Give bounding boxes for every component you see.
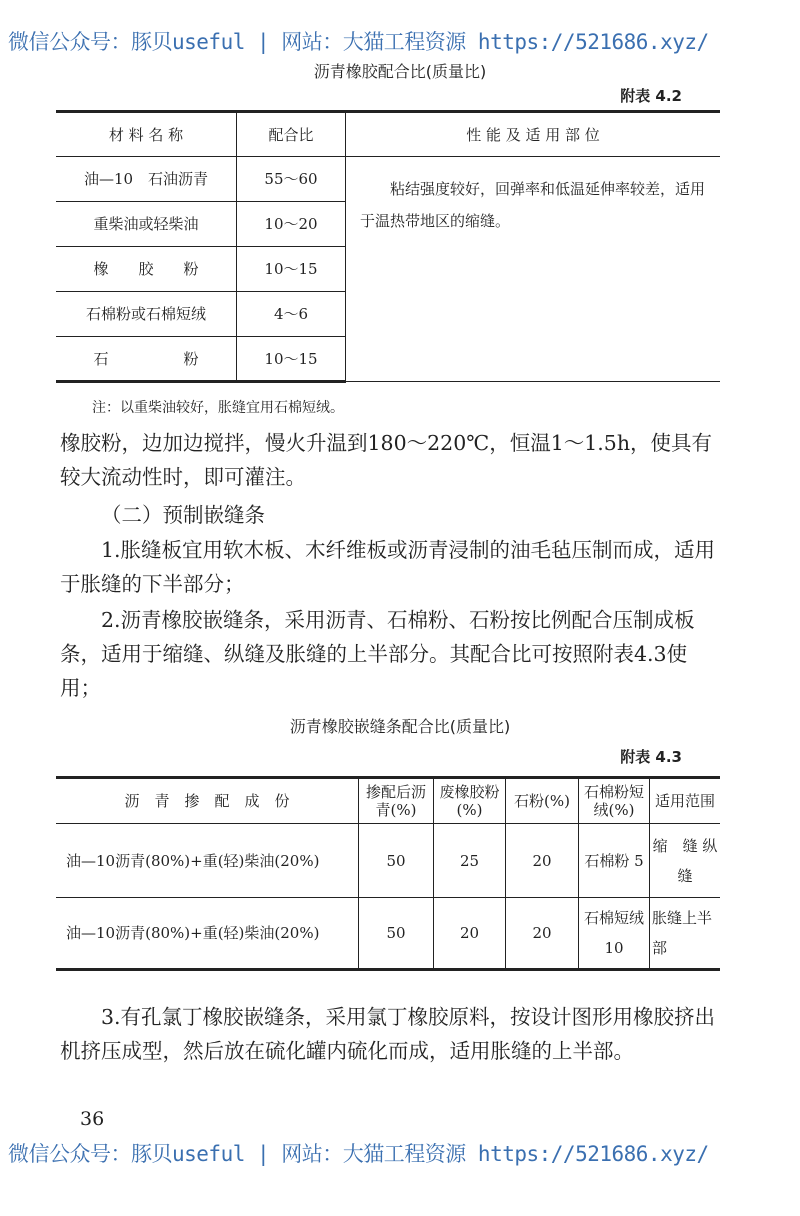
paragraph: 2.沥青橡胶嵌缝条，采用沥青、石棉粉、石粉按比例配合压制成板条，适用于缩缝、纵缝及胀缝的上半部分。其配合比可按照附表4.3使用； [60,608,695,700]
header-cell: 沥 青 掺 配 成 份 [56,778,359,824]
cell: 20 [506,824,579,898]
header-cell: 石棉粉短绒(%) [579,778,650,824]
cell: 25 [434,824,506,898]
cell: 石棉粉 5 [579,824,650,898]
cell: 重柴油或轻柴油 [56,202,237,247]
table1-note: 注：以重柴油较好，胀缝宜用石棉短绒。 [92,400,344,416]
cell: 油—10沥青(80%)+重(轻)柴油(20%) [56,824,359,898]
header-cell: 配合比 [237,112,346,157]
header-cell: 石粉(%) [506,778,579,824]
performance-cell: 粘结强度较好，回弹率和低温延伸率较差，适用于温热带地区的缩缝。 [346,157,721,382]
table1 [56,110,720,383]
cell: 50 [359,824,434,898]
header-cell: 适用范围 [650,778,721,824]
cell: 20 [434,898,506,970]
cell: 胀缝上半部 [650,898,721,970]
cell: 10～15 [237,247,346,292]
header-cell: 性 能 及 适 用 部 位 [346,112,721,157]
header-cell: 掺配后沥青(%) [359,778,434,824]
section-heading: （二）预制嵌缝条 [101,503,265,527]
cell: 10～15 [237,337,346,382]
watermark-top: 微信公众号：豚贝useful | 网站：大猫工程资源 https://521686.xyz/ [8,30,709,54]
paragraph: 橡胶粉，边加边搅拌，慢火升温到180～220℃，恒温1～1.5h，使具有较大流动性时，即可灌注。 [60,431,713,489]
cell: 油—10沥青(80%)+重(轻)柴油(20%) [56,898,359,970]
table2-title: 沥青橡胶嵌缝条配合比(质量比) [289,717,511,736]
cell: 油—10 石油沥青 [56,157,237,202]
paragraph: 3.有孔氯丁橡胶嵌缝条，采用氯丁橡胶原料，按设计图形用橡胶挤出机挤压成型，然后放在硫化罐内硫化而成，适用胀缝的上半部。 [60,1005,716,1063]
page-number: 36 [80,1108,105,1130]
table1-title: 沥青橡胶配合比(质量比) [313,62,487,81]
table2 [56,776,733,971]
cell: 50 [359,898,434,970]
cell: 4～6 [237,292,346,337]
cell: 10～20 [237,202,346,247]
paragraph: 1.胀缝板宜用软木板、木纤维板或沥青浸制的油毛毡压制而成，适用于胀缝的下半部分； [60,538,716,596]
header-cell: 材 料 名 称 [56,112,237,157]
table2-ref: 附表 4.3 [620,748,682,766]
cell: 石棉粉或石棉短绒 [56,292,237,337]
header-cell: 废橡胶粉(%) [434,778,506,824]
cell: 55～60 [237,157,346,202]
cell: 缩 缝 纵 缝 [650,824,721,898]
cell: 石棉短绒 10 [579,898,650,970]
cell: 橡 胶 粉 [56,247,237,292]
watermark-bottom: 微信公众号：豚贝useful | 网站：大猫工程资源 https://521686.xyz/ [8,1142,709,1166]
table1-ref: 附表 4.2 [620,87,682,105]
cell: 石 粉 [56,337,237,382]
cell: 20 [506,898,579,970]
